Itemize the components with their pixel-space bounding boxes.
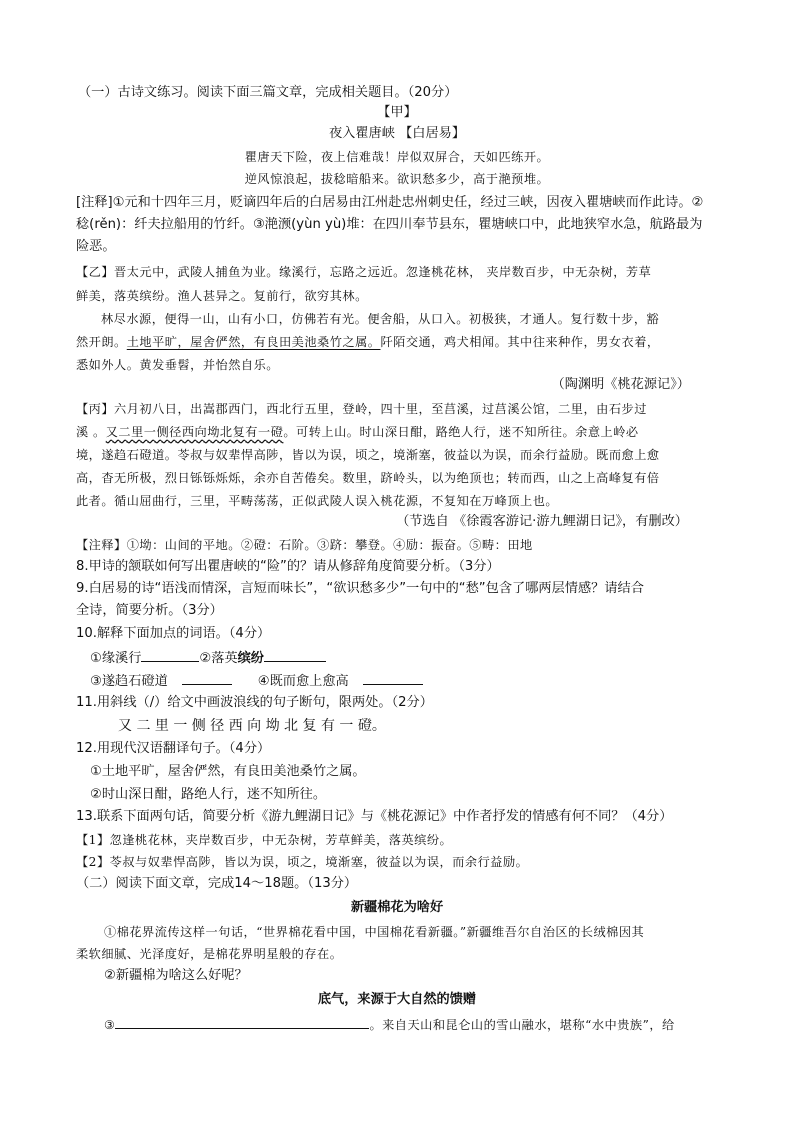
question-12-item-1: ①土地平旷，屋舍俨然，有良田美池桑竹之属。	[90, 764, 366, 779]
question-10-row-2	[90, 670, 423, 692]
q10-item-1: ①缘溪行	[90, 651, 142, 666]
question-13: 13.联系下面两句话，简要分析《游九鲤湖日记》与《桃花源记》中作者抒发的情感有何不同？（4分）	[76, 809, 673, 824]
bing-line-3: 境，遂趋石磴道。苓叔与奴辈悍高陟，皆以为误，顷之，境渐塞，彼益以为误，而余行益励。既而愈上愈	[76, 448, 660, 462]
p3-label: ③	[104, 1018, 116, 1032]
q10-item-2: ②落英	[199, 651, 238, 666]
bing-line-2-post: 。可转上山。时山深日酣，路绝人行，迷不知所往。余意上岭必	[283, 425, 639, 439]
yi-source: （陶渊明《桃花源记》）	[551, 377, 690, 392]
question-13-item-1: 【1】忽逢桃花林，夹岸数百步，中无杂树，芳草鲜美，落英缤纷。	[76, 833, 453, 847]
yi-line-4-post: 阡陌交通，鸡犬相闻。其中往来种作，男女衣着，	[380, 335, 660, 349]
q10-blank-2[interactable]	[264, 647, 326, 662]
yi-line-3: 林尽水源，便得一山，山有小口，仿佛若有光。便舍船，从口入。初极狭，才通人。复行数十步，豁	[101, 312, 660, 326]
article-title: 新疆棉花为啥好	[350, 900, 444, 915]
q10-blank-1[interactable]	[141, 647, 199, 662]
question-10: 10.解释下面加点的词语。（4分）	[76, 626, 271, 641]
yi-underlined-sentence: 土地平旷，屋舍俨然，有良田美池桑竹之属。	[126, 335, 381, 349]
article-subtitle: 底气，来源于大自然的馈赠	[317, 992, 477, 1007]
bing-line-2	[76, 422, 639, 442]
bing-line-5: 此者。循山屈曲行，三里，平畴荡荡，正似武陵人误入桃花源，不复知在万峰顶上也。	[76, 494, 559, 508]
bing-line-1: 【丙】六月初八日，出嵩郡西门，西北行五里，登岭，四十里，至莒溪，过莒溪公馆，二里，由石步过	[76, 402, 647, 416]
bing-wavy-sentence: 又二里一侧径西向坳北复有一磴	[105, 425, 284, 439]
question-11: 11.用斜线（/）给文中画波浪线的句子断句，限两处。（2分）	[76, 695, 433, 710]
p3-blank[interactable]	[115, 1014, 369, 1029]
q10-blank-4[interactable]	[363, 670, 423, 685]
yi-line-1: 【乙】晋太元中，武陵人捕鱼为业。缘溪行，忘路之远近。忽逢桃花林， 夹岸数百步，中无杂树，芳草	[76, 265, 652, 279]
poem-title: 夜入瞿唐峡 【白居易】	[328, 126, 466, 141]
jia-tag: 【甲】	[377, 105, 417, 120]
section2-heading: （二）阅读下面文章，完成14～18题。（13分）	[76, 876, 358, 891]
article-p1-line-1: ①棉花界流传这样一句话，“世界棉花看中国，中国棉花看新疆。”新疆维吾尔自治区的长绒棉因其	[104, 925, 645, 939]
section1-heading: （一）古诗文练习。阅读下面三篇文章，完成相关题目。（20分）	[78, 85, 458, 100]
question-12: 12.用现代汉语翻译句子。（4分）	[76, 741, 271, 756]
bing-source: （节选自 《徐霞客游记·游九鲤湖日记》，有删改）	[396, 514, 688, 529]
yi-line-2: 鲜美，落英缤纷。渔人甚异之。复前行，欲穷其林。	[76, 289, 368, 303]
jia-note-line-3: 险恶。	[76, 239, 116, 254]
jia-note-line-2: 稔(rěn)：纤夫拉船用的竹纤。③滟滪(yùn yù)堆：在四川奉节县东，瞿塘峡口中，此地狭窄水急，航路最为	[76, 217, 703, 232]
q10-item-4: ④既而愈上愈高	[257, 674, 349, 689]
question-9-line-1: 9.白居易的诗“语浅而情深，言短而味长”，“欲识愁多少”一句中的“愁”包含了哪两层情感？请结合	[76, 581, 644, 596]
p3-text: 。来自天山和昆仑山的雪山融水，堪称“水中贵族”，给	[369, 1018, 675, 1032]
q10-blank-3[interactable]	[182, 670, 232, 685]
bing-line-2-pre: 溪 。	[76, 425, 106, 439]
bing-line-4: 高，杳无所极，烈日铄铄烁烁，余亦自苦倦矣。数里，跻岭头，以为绝顶也；转而西，山之上高峰复有倍	[76, 471, 660, 485]
question-9-line-2: 全诗，简要分析。（3分）	[76, 603, 223, 618]
question-8: 8.甲诗的颔联如何写出瞿唐峡的“险”的？请从修辞角度简要分析。（3分）	[76, 559, 500, 574]
article-p1-line-2: 柔软细腻、光泽度好，是棉花界明星般的存在。	[76, 947, 343, 961]
article-p3	[104, 1014, 675, 1035]
yi-line-4-pre: 然开朗。	[76, 335, 127, 349]
poem-line-2: 逆风惊浪起，拔稔暗船来。欲识愁多少，高于滟预堆。	[244, 172, 550, 186]
question-13-item-2: 【2】苓叔与奴辈悍高陟，皆以为误，顷之，境渐塞，彼益以为误，而余行益励。	[76, 855, 529, 869]
article-p2: ②新疆棉为啥这么好呢？	[104, 968, 248, 983]
q10-item-3: ③遂趋石磴道	[90, 674, 168, 689]
q10-item-2-bold: 缤纷	[237, 651, 264, 666]
question-10-row-1	[90, 647, 326, 669]
jia-note-line-1: [注释]①元和十四年三月，贬谪四年后的白居易由江州赴忠州刺史任，经过三峡，因夜入瞿塘峡而作此诗。②	[76, 195, 704, 210]
question-12-item-2: ②时山深日酣，路绝人行，迷不知所往。	[90, 787, 327, 802]
yi-line-4	[76, 332, 660, 352]
bing-note: 【注释】①坳：山间的平地。②磴：石阶。③跻：攀登。④励：振奋。⑤畴：田地	[76, 538, 533, 552]
poem-line-1: 瞿唐天下险，夜上信难哉！岸似双屏合，天如匹练开。	[244, 150, 550, 164]
question-11-sentence: 又 二 里 一 侧 径 西 向 坳 北 复 有 一 磴。	[118, 718, 386, 734]
yi-line-5: 悉如外人。黄发垂髫，并怡然自乐。	[76, 358, 279, 372]
